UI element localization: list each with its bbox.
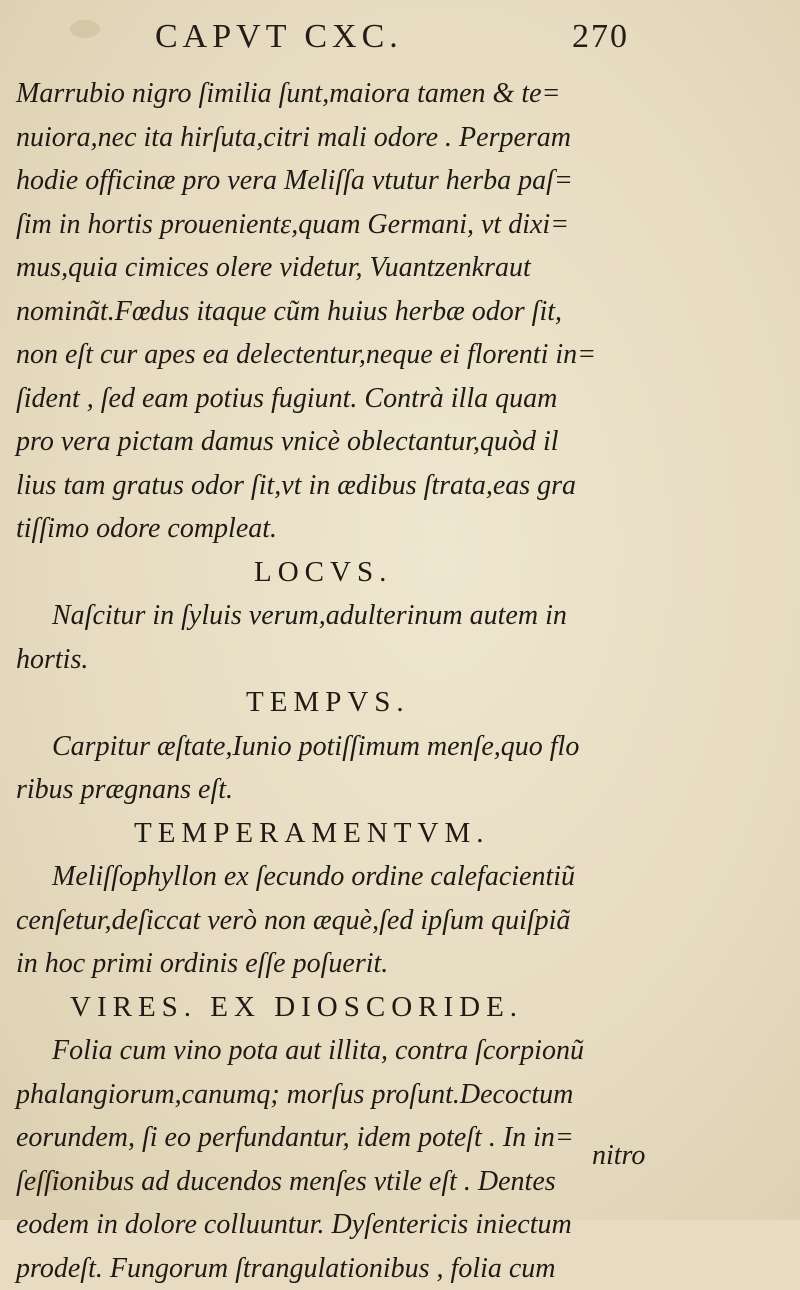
text-line: Meliſſophyllon ex ſecundo ordine calefacientiũ [16,855,656,899]
text-line: cenſetur,deſiccat verò non æquè,ſed ipſum quiſpiã [16,899,656,943]
paragraph-vires [16,1029,656,1290]
text-line: nuiora,nec ita hirſuta,citri mali odore . Perperam [16,116,656,160]
text-line: hortis. [16,638,656,682]
section-heading-vires: VIRES. EX DIOSCORIDE. [16,986,656,1030]
text-line: Folia cum vino pota aut illita, contra ſcorpionũ [16,1029,656,1073]
body-text [16,72,656,1290]
text-line: prodeſt. Fungorum ſtrangulationibus , folia cum [16,1247,656,1290]
text-line: ribus prægnans eſt. [16,768,656,812]
text-line: eorundem, ſi eo perfundantur, idem poteſt . In in= [16,1116,656,1160]
text-line: ſeſſionibus ad ducendos menſes vtile eſt . Dentes [16,1160,656,1204]
paragraph-temperamentum [16,855,656,986]
section-heading-temperamentum: TEMPERAMENTVM. [16,812,656,856]
text-line: Carpitur æſtate,Iunio potiſſimum menſe,quo flo [16,725,656,769]
page-number: 270 [572,18,629,56]
section-heading-locus: LOCVS. [16,551,656,595]
text-line: eodem in dolore colluuntur. Dyſentericis iniectum [16,1203,656,1247]
text-line: tiſſimo odore compleat. [16,507,656,551]
paragraph-locus [16,594,656,681]
text-line: phalangiorum,canumq; morſus proſunt.Decoctum [16,1073,656,1117]
running-head: CAPVT CXC. [155,18,403,56]
text-line: non eſt cur apes ea delectentur,neque ei florenti in= [16,333,656,377]
paragraph-tempus [16,725,656,812]
text-line: in hoc primi ordinis eſſe poſuerit. [16,942,656,986]
text-line: lius tam gratus odor ſit,vt in ædibus ſtrata,eas gra [16,464,656,508]
section-heading-tempus: TEMPVS. [16,681,656,725]
paragraph-description [16,72,656,551]
text-line: ſident , ſed eam potius fugiunt. Contrà illa quam [16,377,656,421]
text-line: mus,quia cimices olere videtur, Vuantzenkraut [16,246,656,290]
catchword: nitro [592,1140,645,1172]
text-line: nominãt.Fœdus itaque cũm huius herbæ odor ſit, [16,290,656,334]
text-line: Naſcitur in ſyluis verum,adulterinum autem in [16,594,656,638]
text-line: hodie officinæ pro vera Meliſſa vtutur herba paſ= [16,159,656,203]
text-line: ſim in hortis prouenientε,quam Germani, vt dixi= [16,203,656,247]
page-header [0,14,800,58]
text-line: Marrubio nigro ſimilia ſunt,maiora tamen & te= [16,72,656,116]
text-line: pro vera pictam damus vnicè oblectantur,quòd il [16,420,656,464]
